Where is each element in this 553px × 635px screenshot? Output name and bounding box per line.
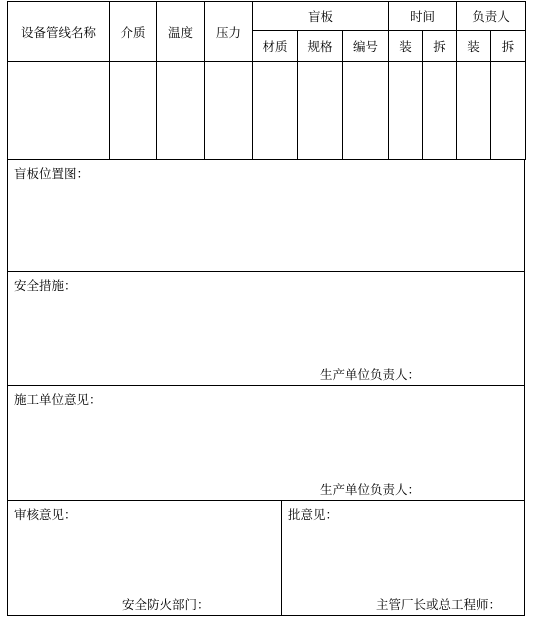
responsible-header: 负责人 <box>457 2 526 31</box>
spec-header: 规格 <box>298 31 343 62</box>
cell-medium[interactable] <box>110 62 157 160</box>
cell-number[interactable] <box>343 62 389 160</box>
equipment-name-header: 设备管线名称 <box>8 2 110 62</box>
safety-signature-label: 生产单位负责人： <box>320 367 421 382</box>
temperature-header: 温度 <box>157 2 205 62</box>
data-row <box>8 62 526 160</box>
install-time-header: 装 <box>389 31 423 62</box>
approval-opinion-label: 批意见： <box>288 507 339 522</box>
review-signature-label: 安全防火部门： <box>122 597 210 612</box>
cell-temperature[interactable] <box>157 62 205 160</box>
review-opinion-label: 审核意见： <box>14 507 77 522</box>
cell-pressure[interactable] <box>205 62 253 160</box>
cell-remove-time[interactable] <box>423 62 457 160</box>
construction-opinion-section[interactable] <box>7 386 525 501</box>
position-diagram-label: 盲板位置图： <box>14 166 90 181</box>
position-diagram-section[interactable] <box>7 160 525 272</box>
cell-install-time[interactable] <box>389 62 423 160</box>
number-header: 编号 <box>343 31 389 62</box>
header-table <box>7 1 526 160</box>
blind-plate-header: 盲板 <box>253 2 389 31</box>
safety-measures-label: 安全措施： <box>14 278 77 293</box>
opinion-split-row <box>7 501 525 616</box>
blind-plate-form <box>7 1 525 616</box>
install-person-header: 装 <box>457 31 491 62</box>
approval-opinion-section[interactable] <box>282 501 525 616</box>
remove-person-header: 拆 <box>491 31 526 62</box>
construction-signature-label: 生产单位负责人： <box>320 482 421 497</box>
time-header: 时间 <box>389 2 457 31</box>
cell-equipment-name[interactable] <box>8 62 110 160</box>
review-opinion-section[interactable] <box>7 501 282 616</box>
approval-signature-label: 主管厂长或总工程师： <box>376 597 502 612</box>
safety-measures-section[interactable] <box>7 272 525 386</box>
cell-install-person[interactable] <box>457 62 491 160</box>
cell-spec[interactable] <box>298 62 343 160</box>
pressure-header: 压力 <box>205 2 253 62</box>
cell-material[interactable] <box>253 62 298 160</box>
remove-time-header: 拆 <box>423 31 457 62</box>
cell-remove-person[interactable] <box>491 62 526 160</box>
material-header: 材质 <box>253 31 298 62</box>
medium-header: 介质 <box>110 2 157 62</box>
construction-opinion-label: 施工单位意见： <box>14 392 102 407</box>
